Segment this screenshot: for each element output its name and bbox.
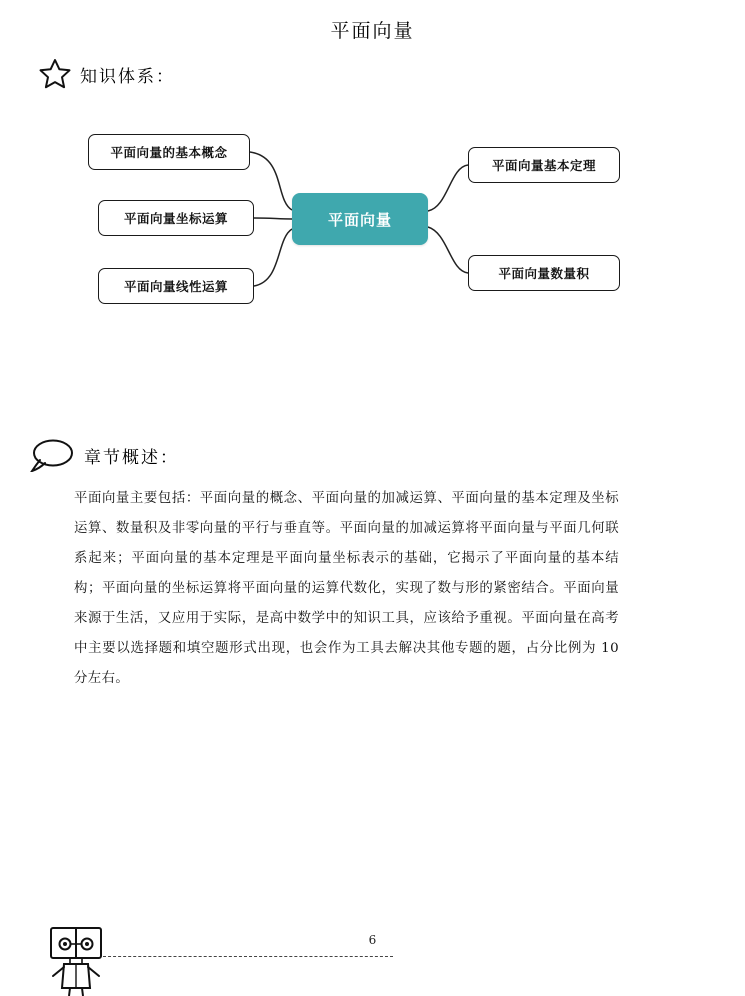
mindmap-node-left-3: 平面向量线性运算	[98, 268, 254, 304]
mindmap-node-left-1: 平面向量的基本概念	[88, 134, 250, 170]
page-footer	[0, 920, 745, 996]
mindmap-node-right-1: 平面向量基本定理	[468, 147, 620, 183]
speech-bubble-icon	[30, 438, 74, 472]
mindmap-node-center: 平面向量	[292, 193, 428, 245]
mindmap-diagram	[60, 115, 680, 325]
section-label: 章节概述：	[84, 447, 179, 468]
section-label: 知识体系：	[80, 66, 175, 87]
star-icon	[38, 57, 72, 91]
page-title: 平面向量	[330, 20, 415, 42]
page-number: 6	[368, 933, 377, 947]
section-heading-knowledge-system	[38, 57, 175, 91]
overview-paragraph: 平面向量主要包括：平面向量的概念、平面向量的加减运算、平面向量的基本定理及坐标运算、数量积及非零向量的平行与垂直等。平面向量的加减运算将平面向量与平面几何联系起来；平面向量的基本定理是平面向量坐标表示的基础，它揭示了平面向量的基本结构；平面向量的坐标运算将平面向量的运算代数化，实现了数与形的紧密结合。平面向量来源于生活，又应用于实际，是高中数学中的知识工具，应该给予重视。平面向量在高考中主要以选择题和填空题形式出现，也会作为工具去解决其他专题的题，占分比例为 10 分左右。	[74, 491, 619, 686]
mindmap-node-right-2: 平面向量数量积	[468, 255, 620, 291]
mindmap-node-left-2: 平面向量坐标运算	[98, 200, 254, 236]
footer-divider	[103, 956, 393, 957]
section-heading-chapter-overview	[30, 438, 179, 472]
